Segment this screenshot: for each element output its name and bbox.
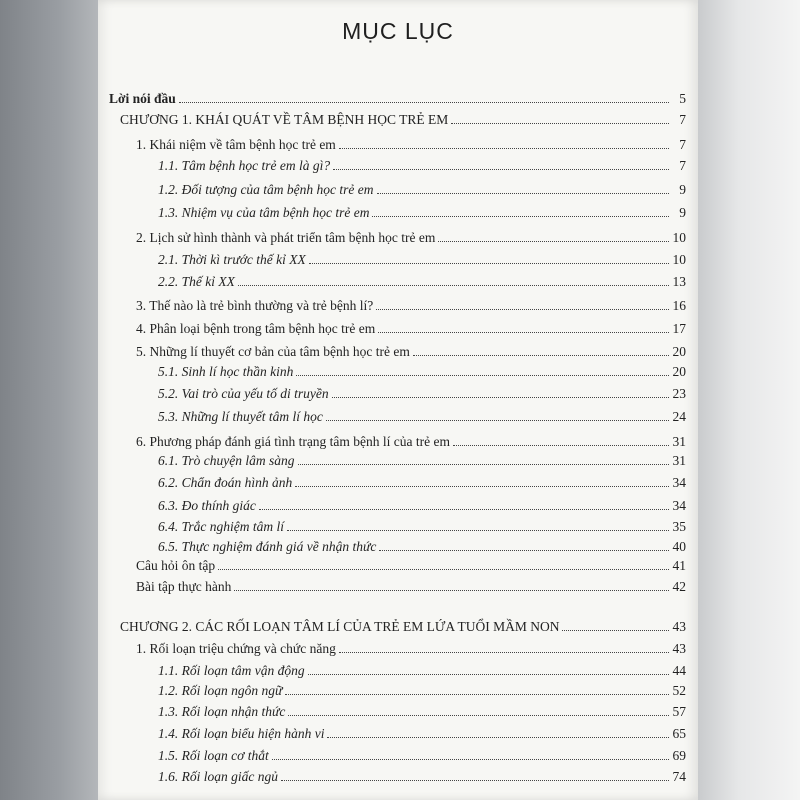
- toc-entry-label: 1.6. Rối loạn giấc ngủ: [158, 769, 278, 784]
- toc-entry-label: 5. Những lí thuyết cơ bản của tâm bệnh học trẻ em: [136, 344, 410, 359]
- dot-leader: [296, 374, 669, 376]
- toc-entry: [158, 474, 686, 492]
- toc-entry-label: 2.1. Thời kì trước thế kỉ XX: [158, 252, 306, 267]
- toc-entry: [158, 497, 686, 515]
- toc-entry: [158, 157, 686, 175]
- toc-entry: [136, 433, 686, 451]
- toc-entry-label: 1.3. Rối loạn nhận thức: [158, 704, 286, 719]
- toc-entry-label: 1.2. Rối loạn ngôn ngữ: [158, 683, 283, 698]
- toc-entry-page-number: 57: [672, 704, 686, 719]
- toc-entry-label: 1.2. Đối tượng của tâm bệnh học trẻ em: [158, 182, 374, 197]
- toc-entry-page-number: 23: [672, 386, 686, 401]
- toc-entry: [136, 343, 686, 361]
- toc-entry-label: 1.5. Rối loạn cơ thắt: [158, 748, 269, 763]
- dot-leader: [295, 485, 669, 487]
- toc-entry-label: 2. Lịch sử hình thành và phát triển tâm bệnh học trẻ em: [136, 230, 436, 245]
- toc-entry-label: Bài tập thực hành: [136, 579, 232, 594]
- toc-entry-label: 6.3. Đo thính giác: [158, 498, 256, 513]
- toc-entry: [158, 251, 686, 269]
- toc-entry-page-number: 5: [679, 91, 686, 106]
- toc-entry-page-number: 9: [679, 205, 686, 220]
- toc-entry-page-number: 24: [672, 409, 686, 424]
- dot-leader: [451, 122, 669, 124]
- toc-entry-label: 1.1. Tâm bệnh học trẻ em là gì?: [158, 158, 331, 173]
- dot-leader: [378, 331, 669, 333]
- dot-leader: [238, 284, 669, 286]
- toc-entry-page-number: 41: [672, 558, 686, 573]
- dot-leader: [287, 529, 669, 531]
- toc-entry-page-number: 16: [672, 298, 686, 313]
- toc-entry-page-number: 31: [672, 434, 686, 449]
- toc-entry-page-number: 65: [672, 726, 686, 741]
- toc-entry: [136, 297, 686, 315]
- dot-leader: [308, 673, 669, 675]
- dot-leader: [327, 736, 669, 738]
- facing-page-edge: [698, 0, 800, 800]
- toc-entry: [109, 90, 686, 108]
- toc-entry-label: 2.2. Thế kỉ XX: [158, 274, 235, 289]
- dot-leader: [377, 192, 669, 194]
- toc-entry-label: 3. Thế nào là trẻ bình thường và trẻ bệnh lí?: [136, 298, 374, 313]
- toc-entry-label: 6.4. Trắc nghiệm tâm lí: [158, 519, 285, 534]
- toc-entry-label: 1.4. Rối loạn biểu hiện hành vi: [158, 726, 325, 741]
- toc-entry-page-number: 69: [672, 748, 686, 763]
- toc-entry-label: Câu hỏi ôn tập: [136, 558, 216, 573]
- toc-entry-label: 6.1. Trò chuyện lâm sàng: [158, 453, 295, 468]
- toc-entry: [158, 273, 686, 291]
- toc-entry-label: 1. Khái niệm về tâm bệnh học trẻ em: [136, 137, 336, 152]
- dot-leader: [372, 215, 669, 217]
- toc-entry-page-number: 35: [672, 519, 686, 534]
- toc-entry-label: Lời nói đầu: [109, 91, 176, 106]
- dot-leader: [309, 262, 669, 264]
- dot-leader: [281, 779, 669, 781]
- toc-entry: [136, 640, 686, 658]
- toc-entry-page-number: 42: [672, 579, 686, 594]
- toc-entry-page-number: 43: [672, 619, 686, 634]
- toc-entry-page-number: 13: [672, 274, 686, 289]
- toc-entry-label: 6.2. Chẩn đoán hình ảnh: [158, 475, 293, 490]
- dot-leader: [438, 240, 669, 242]
- toc-entry-page-number: 74: [672, 769, 686, 784]
- toc-entry-page-number: 44: [672, 663, 686, 678]
- toc-entry: [158, 518, 686, 536]
- toc-entry: [136, 557, 686, 575]
- dot-leader: [326, 419, 669, 421]
- toc-entry-page-number: 43: [672, 641, 686, 656]
- toc-entry: [158, 363, 686, 381]
- toc-entry: [158, 703, 686, 721]
- toc-entry-page-number: 17: [672, 321, 686, 336]
- dot-leader: [453, 444, 669, 446]
- dot-leader: [234, 589, 669, 591]
- toc-entry-label: 1. Rối loạn triệu chứng và chức năng: [136, 641, 336, 656]
- toc-entry: [158, 181, 686, 199]
- toc-entry-page-number: 10: [672, 252, 686, 267]
- toc-entry-page-number: 20: [672, 344, 686, 359]
- toc-entry-label: 5.1. Sinh lí học thần kinh: [158, 364, 294, 379]
- dot-leader: [259, 508, 669, 510]
- dot-leader: [285, 693, 669, 695]
- desk-background-left: [0, 0, 100, 800]
- dot-leader: [298, 463, 670, 465]
- toc-entry-label: 6.5. Thực nghiệm đánh giá về nhận thức: [158, 539, 377, 554]
- toc-entry-label: 5.3. Những lí thuyết tâm lí học: [158, 409, 323, 424]
- toc-entry: [158, 385, 686, 403]
- toc-entry: [158, 204, 686, 222]
- toc-entry-page-number: 9: [679, 182, 686, 197]
- toc-entry-page-number: 7: [679, 158, 686, 173]
- toc-entry: [158, 408, 686, 426]
- book-page: [98, 0, 698, 800]
- dot-leader: [332, 396, 669, 398]
- toc-entry: [136, 229, 686, 247]
- page-title: MỤC LỤC: [342, 18, 454, 44]
- toc-entry: [136, 136, 686, 154]
- toc-entry-label: 1.1. Rối loạn tâm vận động: [158, 663, 305, 678]
- toc-entry-page-number: 40: [672, 539, 686, 554]
- toc-entry-page-number: 7: [679, 112, 686, 127]
- toc-entry: [158, 538, 686, 556]
- toc-entry-page-number: 7: [679, 137, 686, 152]
- toc-entry: [120, 111, 686, 129]
- toc-entry-label: 5.2. Vai trò của yếu tố di truyền: [158, 386, 329, 401]
- dot-leader: [339, 147, 669, 149]
- table-of-contents: [98, 0, 698, 800]
- toc-entry-label: 6. Phương pháp đánh giá tình trạng tâm bệnh lí của trẻ em: [136, 434, 451, 449]
- dot-leader: [562, 629, 669, 631]
- toc-entry-page-number: 34: [672, 498, 686, 513]
- dot-leader: [272, 758, 669, 760]
- dot-leader: [288, 714, 669, 716]
- toc-entry: [136, 320, 686, 338]
- toc-entry-page-number: 20: [672, 364, 686, 379]
- toc-entry: [158, 682, 686, 700]
- toc-entry-page-number: 31: [672, 453, 686, 468]
- toc-entry: [158, 662, 686, 680]
- dot-leader: [339, 651, 669, 653]
- toc-entry-label: CHƯƠNG 2. CÁC RỐI LOẠN TÂM LÍ CỦA TRẺ EM LỨA TUỔI MẦM NON: [120, 619, 560, 634]
- toc-entry-label: 1.3. Nhiệm vụ của tâm bệnh học trẻ em: [158, 205, 370, 220]
- dot-leader: [218, 568, 669, 570]
- dot-leader: [379, 549, 669, 551]
- dot-leader: [333, 168, 669, 170]
- dot-leader: [376, 308, 669, 310]
- toc-entry-page-number: 52: [672, 683, 686, 698]
- toc-entry: [158, 768, 686, 786]
- toc-entry: [158, 747, 686, 765]
- toc-entry-label: 4. Phân loại bệnh trong tâm bệnh học trẻ em: [136, 321, 376, 336]
- toc-entry-page-number: 10: [672, 230, 686, 245]
- toc-entry-label: CHƯƠNG 1. KHÁI QUÁT VỀ TÂM BỆNH HỌC TRẺ EM: [120, 112, 449, 127]
- dot-leader: [179, 101, 669, 103]
- toc-entry: [158, 725, 686, 743]
- toc-entry: [120, 618, 686, 636]
- toc-entry: [136, 578, 686, 596]
- toc-entry: [158, 452, 686, 470]
- dot-leader: [413, 354, 669, 356]
- toc-entry-page-number: 34: [672, 475, 686, 490]
